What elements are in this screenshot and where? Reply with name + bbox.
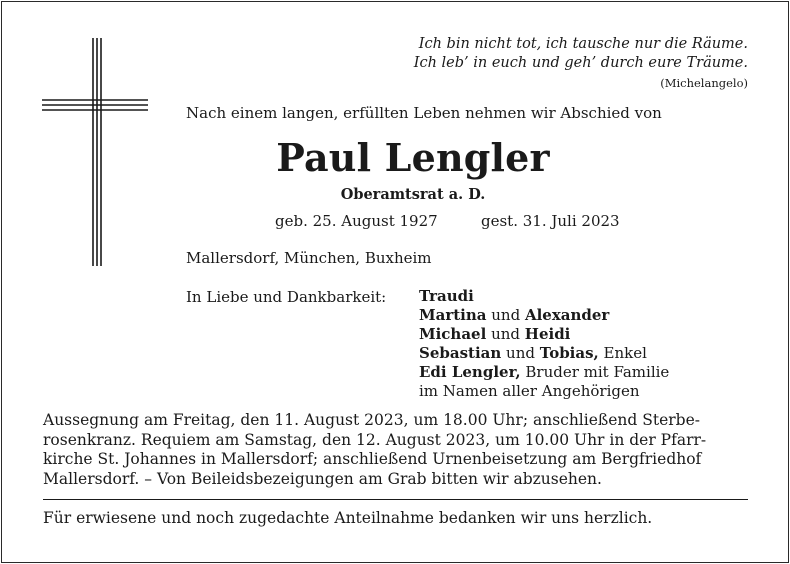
- quote-author: (Michelangelo): [660, 76, 748, 90]
- quote-line-2: Ich leb’ in euch und geh’ durch eure Träume.: [413, 55, 748, 71]
- mourners-list: [419, 287, 669, 401]
- mourner-line: Michael und Heidi: [419, 325, 571, 343]
- service-line: Aussegnung am Freitag, den 11. August 2023, um 18.00 Uhr; anschließend Sterbe-: [43, 411, 701, 429]
- service-line: kirche St. Johannes in Mallersdorf; anschließend Urnenbeisetzung am Bergfriedhof: [43, 450, 702, 469]
- service-line: rosenkranz. Requiem am Samstag, den 12. August 2023, um 10.00 Uhr in der Pfarr-: [43, 430, 707, 449]
- mourner-line: im Namen aller Angehörigen: [419, 382, 640, 400]
- divider: [43, 499, 748, 500]
- quote-line-1: Ich bin nicht tot, ich tausche nur die Räume.: [418, 36, 748, 52]
- mourner-line: Traudi: [419, 287, 474, 305]
- deceased-title: Oberamtsrat a. D.: [340, 186, 486, 203]
- thanks-text: Für erwiesene und noch zugedachte Anteilnahme bedanken wir uns herzlich.: [43, 509, 653, 527]
- death-date: gest. 31. Juli 2023: [481, 212, 620, 230]
- intro-text: Nach einem langen, erfüllten Leben nehmen wir Abschied von: [186, 104, 662, 122]
- mourner-line: Sebastian und Tobias, Enkel: [419, 344, 647, 362]
- birth-date: geb. 25. August 1927: [275, 212, 438, 230]
- deceased-name: Paul Lengler: [276, 135, 550, 180]
- service-line: Mallersdorf. – Von Beileidsbezeigungen am Grab bitten wir abzusehen.: [43, 470, 602, 489]
- service-paragraph: [43, 411, 748, 490]
- places: Mallersdorf, München, Buxheim: [186, 249, 432, 267]
- mourner-line: Edi Lengler, Bruder mit Familie: [419, 363, 670, 381]
- mourners-label: In Liebe und Dankbarkeit:: [186, 288, 387, 306]
- mourner-line: Martina und Alexander: [419, 306, 610, 324]
